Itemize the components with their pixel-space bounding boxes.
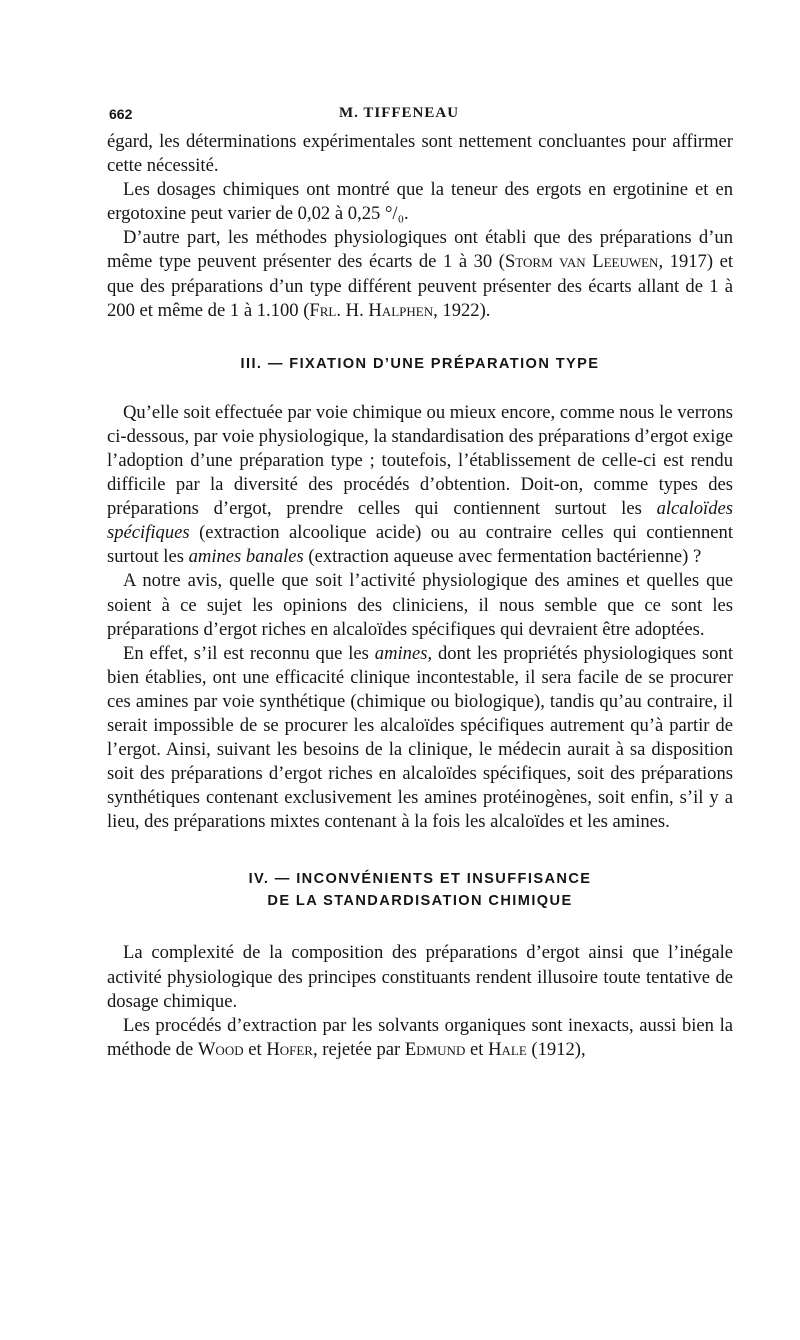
text-run: En effet, s’il est reconnu que les [123, 642, 375, 664]
text-run: (extraction alcoolique acide) ou au contraire celles qui contiennent surtout les [107, 522, 733, 568]
emphasis: amines [374, 642, 428, 664]
text-run: , rejetée par [312, 1038, 405, 1060]
text-run: D’autre part, les méthodes physiologiques ont établi que des préparations d’un même type peuvent présenter des écarts de 1 à 30 ( [107, 227, 733, 273]
text-run: Les procédés d’extraction par les solvants organiques sont inexacts, aussi bien la méthode de [107, 1014, 733, 1060]
text-run: et [465, 1038, 489, 1060]
paragraph-author-opinion [107, 569, 733, 641]
author-citation: Hofer [266, 1038, 313, 1060]
text-run: , 1922). [433, 299, 491, 321]
section-heading-iv [107, 868, 733, 912]
paragraph-extraction-methods [107, 1014, 733, 1062]
text-run: égard, les déterminations expérimentales sont nettement concluantes pour affirmer cette nécessité. [107, 131, 733, 177]
paragraph-composition-complexity [107, 941, 733, 1013]
section-heading-iii: III. — FIXATION D’UNE PRÉPARATION TYPE [240, 355, 600, 372]
book-page [107, 102, 733, 1062]
text-run: A notre avis, quelle que soit l’activité physiologique des amines et quelles que soient à ce sujet les opinions des cliniciens, il nous semble que ce sont les préparations d’ergot riches en alcaloïdes spécifiques qui devraient être adoptées. [107, 570, 733, 640]
text-run: , 1917) et que des préparations d’un type différent peuvent présenter des écarts allant de 1 à 200 et même de 1 à 1.100 ( [107, 251, 733, 321]
text-run: Qu’elle soit effectuée par voie chimique ou mieux encore, comme nous le verrons ci-dessous, par voie physiologique, la standardisation des préparations d’ergot exige l’adoption d’une préparation type ; toutefois, l’établissement de celle-ci est rendu difficile par la diversité des procédés d’obtention. Doit-on, comme types des préparations d’ergot, prendre celles qui contiennent surtout les [107, 401, 734, 520]
paragraph-type-preparation [107, 401, 733, 570]
text-run: , dont les propriétés physiologiques sont bien établies, ont une efficacité clinique incontestable, il sera facile de se procurer ces amines par voie synthétique (chimique ou biologique), tandis qu’au contraire, il serait impossible de se procurer les alcaloïdes spécifiques autrement qu’à partir de l’ergot. Ainsi, suivant les besoins de la clinique, le médecin aurait à sa disposition soit des préparations d’ergot riches en alcaloïdes spécifiques, soit des préparations synthétiques contenant exclusivement les amines protéinogènes, soit enfin, s’il y a lieu, des préparations mixtes contenant à la fois les alcaloïdes et les amines. [107, 642, 733, 833]
text-run: (1912), [526, 1038, 586, 1060]
text-run: La complexité de la composition des préparations d’ergot ainsi que l’inégale activité physiologique des principes constituants rendent illusoire toute tentative de dosage chimique. [107, 942, 733, 1012]
paragraph-physiological-methods [107, 226, 733, 322]
paragraph-chemical-dosages [107, 178, 733, 226]
text-run: (extraction aqueuse avec fermentation bactérienne) ? [303, 546, 702, 568]
paragraph-amines-synthesis [107, 642, 733, 835]
page-number: 662 [109, 106, 133, 122]
author-citation: Frl. H. Halphen [309, 299, 434, 321]
text-run: Les dosages chimiques ont montré que la teneur des ergots en ergotinine et en ergotoxine peut varier de 0,02 à 0,25 °/₀. [107, 179, 733, 225]
emphasis: amines banales [188, 546, 304, 568]
emphasis: alcaloïdes spécifiques [107, 498, 733, 544]
running-head-author: M. TIFFENEAU [339, 105, 460, 121]
section-heading-line: IV. — INCONVÉNIENTS ET INSUFFISANCE [248, 871, 592, 888]
section-heading-line: DE LA STANDARDISATION CHIMIQUE [267, 893, 573, 910]
paragraph-continuation [107, 130, 733, 178]
author-citation: Wood [197, 1038, 244, 1060]
text-run: et [243, 1038, 267, 1060]
author-citation: Hale [488, 1038, 527, 1060]
author-citation: Storm van Leeuwen [504, 251, 659, 273]
author-citation: Edmund [404, 1038, 466, 1060]
running-head [107, 102, 733, 130]
